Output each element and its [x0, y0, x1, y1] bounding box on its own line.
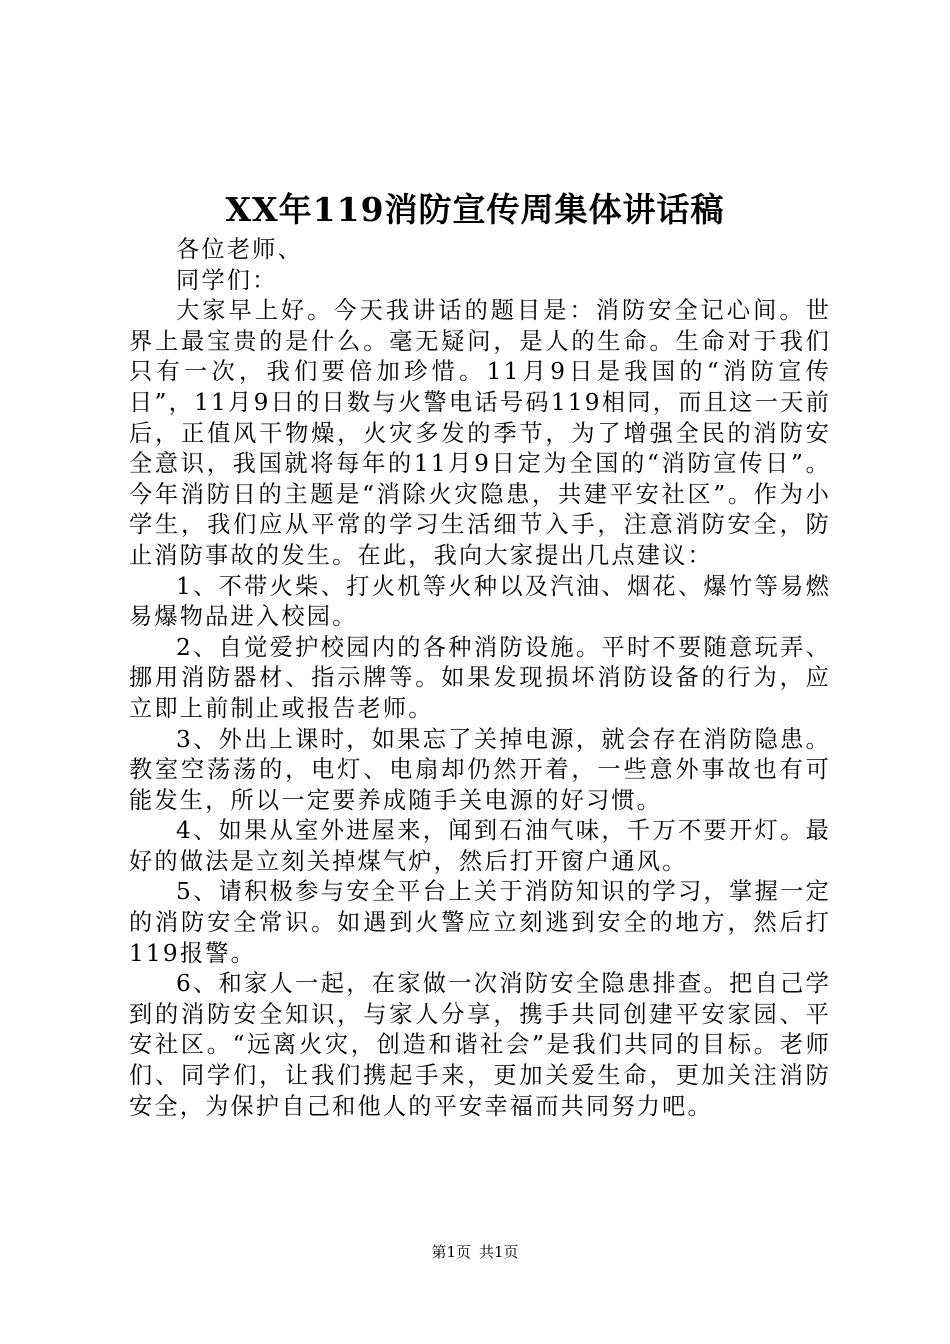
suggestion-4: 4、如果从室外进屋来，闻到石油气味，千万不要开灯。最好的做法是立刻关掉煤气炉，然后打开窗户通风。: [129, 817, 831, 875]
page-total: 共1页: [479, 1243, 519, 1261]
document-title: XX年119消防宣传周集体讲话稿: [225, 190, 725, 229]
intro-paragraph: 大家早上好。今天我讲话的题目是：消防安全记心间。世界上最宝贵的是什么。毫无疑问，是人的生命。生命对于我们只有一次，我们要倍加珍惜。11月9日是我国的“消防宣传日”，11月9日的日数与火警电话号码119相同，而且这一天前后，正值风干物燥，火灾多发的季节，为了增强全民的消防安全意识，我国就将每年的11月9日定为全国的“消防宣传日”。今年消防日的主题是“消除火灾隐患，共建平安社区”。作为小学生，我们应从平常的学习生活细节入手，注意消防安全，防止消防事故的发生。在此，我向大家提出几点建议：: [129, 297, 831, 569]
suggestion-2: 2、自觉爱护校园内的各种消防设施。平时不要随意玩弄、挪用消防器材、指示牌等。如果发现损坏消防设备的行为，应立即上前制止或报告老师。: [129, 633, 831, 722]
suggestion-5: 5、请积极参与安全平台上关于消防知识的学习，掌握一定的消防安全常识。如遇到火警应立刻逃到安全的地方，然后打119报警。: [129, 878, 831, 967]
salutation-students: 同学们：: [176, 266, 278, 294]
page-number: 第1页: [431, 1243, 471, 1261]
document-body: [129, 235, 831, 1122]
salutation-teachers: 各位老师、: [176, 236, 303, 263]
page-footer: [0, 1242, 950, 1262]
suggestion-1: 1、不带火柴、打火机等火种以及汽油、烟花、爆竹等易燃易爆物品进入校园。: [129, 572, 831, 631]
suggestion-3: 3、外出上课时，如果忘了关掉电源，就会存在消防隐患。教室空荡荡的，电灯、电扇却仍然开着，一些意外事故也有可能发生，所以一定要养成随手关电源的好习惯。: [129, 725, 831, 814]
suggestion-6: 6、和家人一起，在家做一次消防安全隐患排查。把自己学到的消防安全知识，与家人分享，携手共同创建平安家园、平安社区。“远离火灾，创造和谐社会”是我们共同的目标。老师们、同学们，让我们携起手来，更加关爱生命，更加关注消防安全，为保护自己和他人的平安幸福而共同努力吧。: [129, 970, 831, 1120]
